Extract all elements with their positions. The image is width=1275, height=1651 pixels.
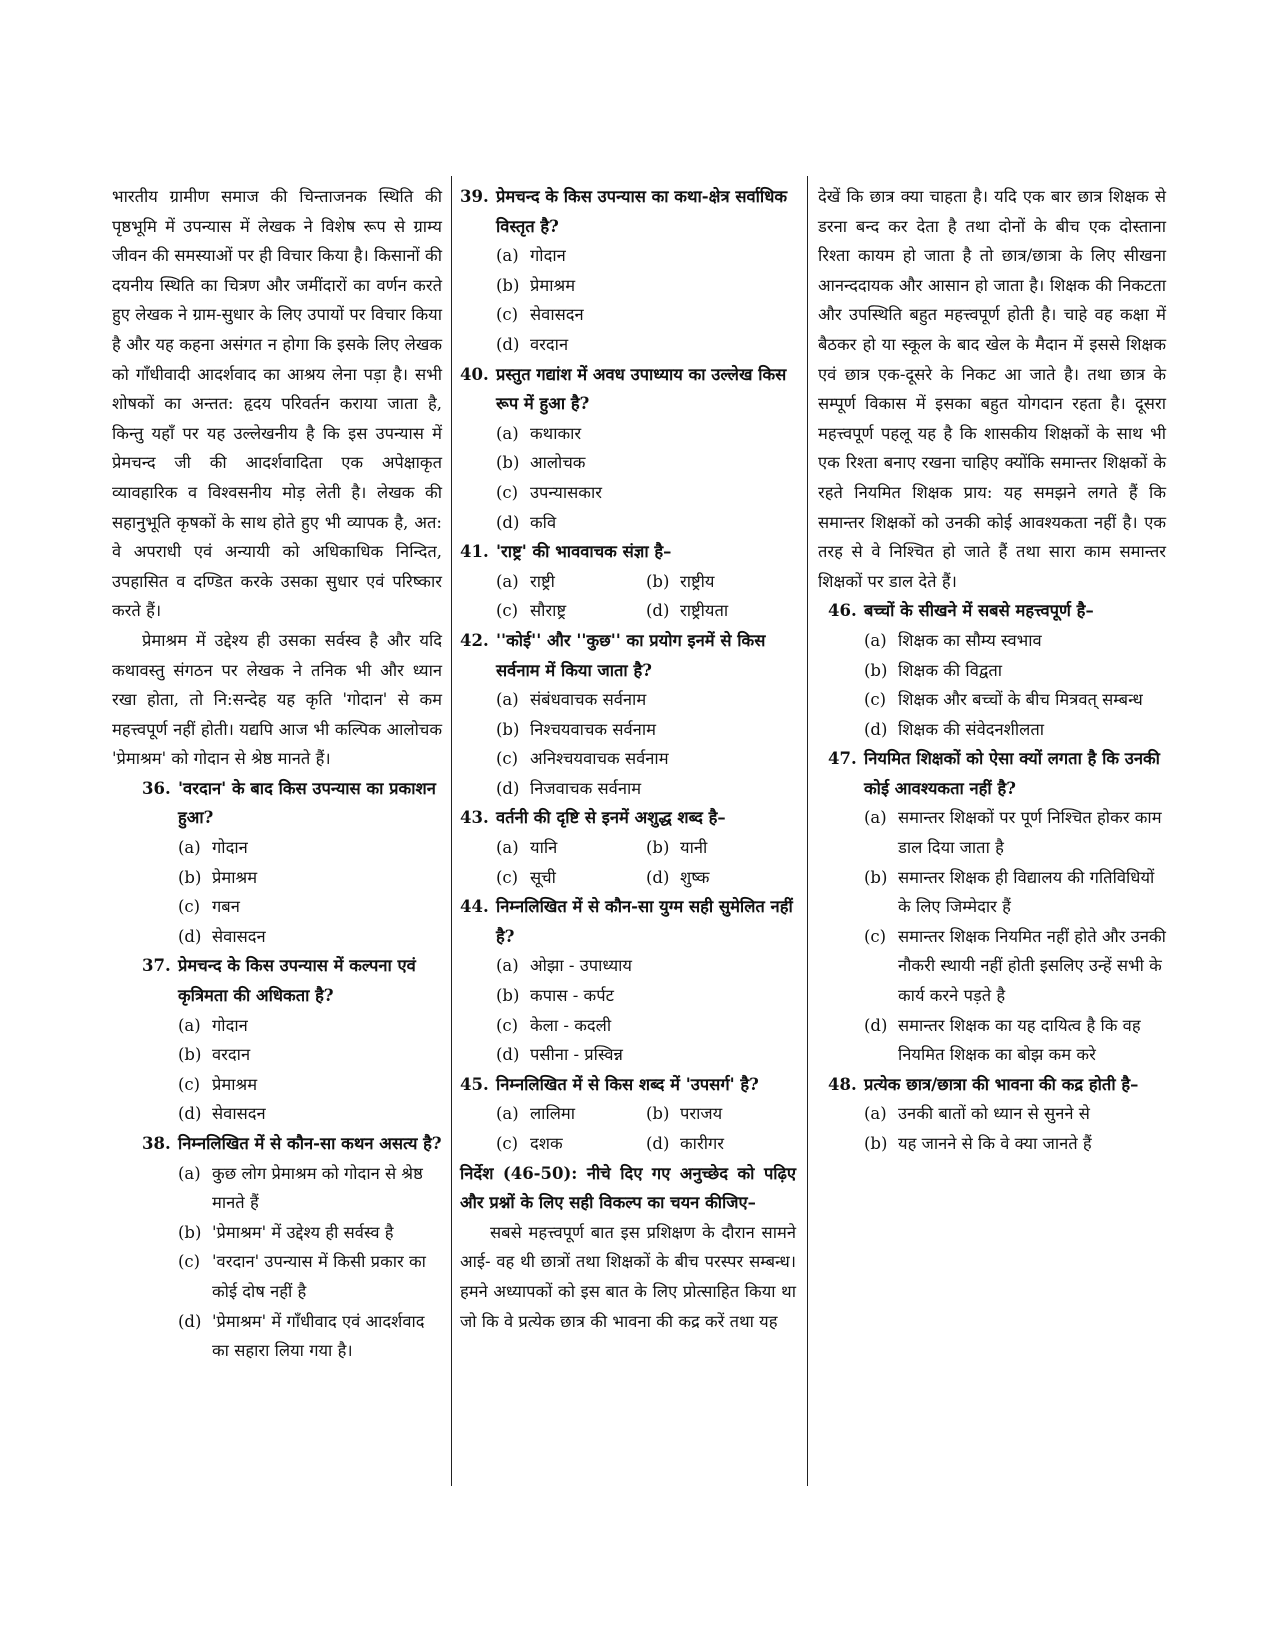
question-text: 'राष्ट्र' की भाववाचक संज्ञा है– — [496, 542, 672, 562]
answer-option — [178, 1307, 442, 1366]
option-text: वरदान — [212, 1045, 251, 1065]
answer-option — [864, 656, 1166, 686]
answer-option — [864, 1099, 1166, 1129]
option-letter: (c) — [496, 305, 519, 325]
question-header — [828, 596, 1166, 626]
answer-option — [646, 1099, 796, 1129]
option-list — [828, 626, 1166, 744]
option-letter: (a) — [864, 808, 887, 828]
option-letter: (d) — [496, 334, 520, 354]
option-letter: (a) — [178, 1015, 201, 1035]
option-text: कपास - कर्पट — [530, 986, 614, 1006]
option-letter: (d) — [178, 926, 202, 946]
option-letter: (b) — [864, 867, 888, 887]
answer-option — [864, 1129, 1166, 1159]
answer-option — [496, 833, 646, 863]
option-list — [828, 1099, 1166, 1158]
option-text: लालिमा — [530, 1104, 576, 1124]
answer-option — [496, 1040, 796, 1070]
question-text: निम्नलिखित में से कौन-सा कथन असत्य है? — [178, 1134, 442, 1153]
answer-option — [496, 508, 796, 538]
question-number: 44. — [460, 897, 489, 917]
option-text: सौराष्ट्र — [530, 601, 567, 621]
option-text: केला - कदली — [530, 1015, 612, 1035]
option-text: प्रेमाश्रम — [212, 867, 258, 887]
option-text: कुछ लोग प्रेमाश्रम को गोदान से श्रेष्ठ मानते हैं — [212, 1163, 423, 1213]
option-list — [460, 419, 796, 537]
question — [112, 774, 442, 952]
answer-option — [864, 1011, 1166, 1070]
option-text: अनिश्चयवाचक सर्वनाम — [530, 749, 669, 769]
question-number: 38. — [142, 1134, 171, 1153]
answer-option — [646, 863, 796, 893]
answer-option — [496, 330, 796, 360]
option-letter: (d) — [864, 719, 888, 739]
question — [112, 1129, 442, 1366]
option-text: गोदान — [212, 838, 248, 858]
option-text: प्रेमाश्रम — [212, 1074, 258, 1094]
question-text: वर्तनी की दृष्टि से इनमें अशुद्ध शब्द है– — [496, 808, 726, 828]
option-list — [460, 833, 796, 892]
option-letter: (c) — [864, 690, 887, 710]
answer-option — [646, 567, 796, 597]
answer-option — [496, 419, 796, 449]
question — [460, 803, 796, 892]
comprehension-passage-continued: देखें कि छात्र क्या चाहता है। यदि एक बार छात्र शिक्षक से डरना बन्द कर देता है तथा दोनों के बीच एक दोस्ताना रिश्ता कायम हो जाता है तो छात्र/छात्रा के लिए सीखना आनन्ददायक और आसान हो जाता है। शिक्षक की निकटता और उपस्थिति बहुत महत्त्वपूर्ण होती है। चाहे वह कक्षा में बैठकर हो या स्कूल के बाद खेल के मैदान में इससे शिक्षक एवं छात्र एक-दूसरे के निकट आ जाते है। तथा छात्र के सम्पूर्ण विकास में इसका बहुत योगदान रहता है। दूसरा महत्त्वपूर्ण पहलू यह है कि शासकीय शिक्षकों के साथ भी एक रिश्ता बनाए रखना चाहिए क्योंकि समान्तर शिक्षकों के रहते नियमित शिक्षक प्राय: यह समझने लगते हैं कि समान्तर शिक्षकों को उनकी कोई आवश्यकता नहीं है। एक तरह से वे निश्चित हो जाते हैं तथा सारा काम समान्तर शिक्षकों पर डाल देते हैं। — [818, 187, 1166, 591]
option-list — [142, 1159, 442, 1366]
question-header — [460, 1070, 796, 1100]
question — [460, 537, 796, 626]
answer-option — [646, 1129, 796, 1159]
question-number: 46. — [828, 601, 857, 621]
option-letter: (a) — [496, 838, 519, 858]
answer-option — [864, 626, 1166, 656]
option-letter: (b) — [496, 275, 520, 295]
option-text: सेवासदन — [530, 305, 584, 325]
question-text: निम्नलिखित में से किस शब्द में 'उपसर्ग' है? — [496, 1074, 759, 1094]
answer-option — [864, 803, 1166, 862]
answer-option — [178, 1099, 442, 1129]
question-number: 40. — [460, 364, 489, 384]
question-list — [112, 774, 442, 1366]
option-text: वरदान — [530, 334, 569, 354]
option-text: शिक्षक और बच्चों के बीच मित्रवत् सम्बन्ध — [898, 690, 1143, 710]
answer-option — [178, 1218, 442, 1248]
answer-option — [178, 922, 442, 952]
option-text: शिक्षक की संवेदनशीलता — [898, 719, 1045, 739]
option-list — [460, 951, 796, 1069]
question-header — [142, 951, 442, 1010]
option-letter: (d) — [496, 512, 520, 532]
option-text: कथाकार — [530, 423, 582, 443]
column-divider-1 — [451, 176, 452, 1486]
option-letter: (b) — [646, 1104, 670, 1124]
option-text: निजवाचक सर्वनाम — [530, 778, 642, 798]
question-number: 37. — [142, 956, 171, 976]
option-letter: (b) — [178, 867, 202, 887]
option-letter: (a) — [496, 1104, 519, 1124]
answer-option — [496, 271, 796, 301]
option-letter: (a) — [496, 956, 519, 976]
answer-option — [646, 833, 796, 863]
question-header — [460, 892, 796, 951]
option-text: ओझा - उपाध्याय — [530, 956, 632, 976]
option-letter: (d) — [646, 601, 670, 621]
answer-option — [496, 300, 796, 330]
option-text: संबंधवाचक सर्वनाम — [530, 690, 647, 710]
option-letter: (b) — [496, 453, 520, 473]
direction-text: निर्देश (46-50): नीचे दिए गए अनुच्छेद को पढ़िए और प्रश्नों के लिए सही विकल्प का चयन कीजिए– — [460, 1163, 796, 1213]
question-text: बच्चों के सीखने में सबसे महत्त्वपूर्ण है– — [864, 601, 1094, 621]
answer-option — [496, 951, 796, 981]
option-text: यानि — [530, 838, 558, 858]
question — [460, 626, 796, 804]
option-text: आलोचक — [530, 453, 586, 473]
answer-option — [178, 892, 442, 922]
passage-paragraph-2: प्रेमाश्रम में उद्देश्य ही उसका सर्वस्व है और यदि कथावस्तु संगठन पर लेखक ने तनिक भी और ध्यान रखा होता, तो नि:सन्देह यह कृति 'गोदान' से कम महत्त्वपूर्ण नहीं होती। यद्यपि आज भी कल्पिक आलोचक 'प्रेमाश्रम' को गोदान से श्रेष्ठ मानते हैं। — [112, 630, 442, 769]
question-text: ''कोई'' और ''कुछ'' का प्रयोग इनमें से किस सर्वनाम में किया जाता है? — [496, 630, 766, 680]
answer-option — [646, 596, 796, 626]
option-text: शिक्षक का सौम्य स्वभाव — [898, 630, 1042, 650]
answer-option — [496, 448, 796, 478]
option-list — [460, 685, 796, 803]
option-text: सेवासदन — [212, 1104, 266, 1124]
question-number: 39. — [460, 187, 489, 206]
question-number: 47. — [828, 749, 857, 769]
question-header — [828, 1070, 1166, 1100]
answer-option — [496, 863, 646, 893]
option-text: गोदान — [212, 1015, 248, 1035]
option-list — [460, 241, 796, 359]
option-text: 'प्रेमाश्रम' में गाँधीवाद एवं आदर्शवाद का सहारा लिया गया है। — [212, 1311, 425, 1361]
answer-option — [496, 981, 796, 1011]
option-letter: (c) — [496, 867, 519, 887]
column-divider-2 — [807, 176, 808, 1486]
answer-option — [178, 833, 442, 863]
answer-option — [864, 715, 1166, 745]
question-number: 48. — [828, 1074, 857, 1094]
answer-option — [864, 685, 1166, 715]
option-text: राष्ट्रीय — [680, 571, 715, 591]
option-letter: (d) — [864, 1015, 888, 1035]
answer-option — [496, 685, 796, 715]
question-number: 41. — [460, 542, 489, 562]
option-letter: (c) — [496, 1015, 519, 1035]
question-number: 36. — [142, 778, 171, 798]
option-letter: (b) — [496, 719, 520, 739]
option-letter: (d) — [646, 867, 670, 887]
question-number: 43. — [460, 808, 489, 828]
option-text: 'प्रेमाश्रम' में उद्देश्य ही सर्वस्व है — [212, 1222, 394, 1242]
column-3 — [818, 182, 1166, 1159]
option-letter: (d) — [178, 1311, 202, 1331]
option-letter: (d) — [178, 1104, 202, 1124]
option-list — [142, 1011, 442, 1129]
question — [818, 744, 1166, 1070]
option-text: शुष्क — [680, 867, 710, 887]
question-text: प्रत्येक छात्र/छात्रा की भावना की कद्र होती है– — [864, 1074, 1139, 1094]
option-text: यह जानने से कि वे क्या जानते हैं — [898, 1134, 1092, 1153]
answer-option — [496, 478, 796, 508]
option-letter: (b) — [646, 571, 670, 591]
option-letter: (a) — [496, 690, 519, 710]
option-list — [460, 567, 796, 626]
option-letter: (c) — [496, 749, 519, 769]
question-text: प्रस्तुत गद्यांश में अवध उपाध्याय का उल्लेख किस रूप में हुआ है? — [496, 364, 787, 414]
option-letter: (b) — [864, 660, 888, 680]
option-text: समान्तर शिक्षक का यह दायित्व है कि वह नियमित शिक्षक का बोझ कम करे — [898, 1015, 1141, 1065]
answer-option — [496, 241, 796, 271]
option-letter: (b) — [864, 1134, 888, 1153]
question — [460, 182, 796, 360]
option-list — [460, 1099, 796, 1158]
option-letter: (c) — [178, 1074, 201, 1094]
answer-option — [496, 596, 646, 626]
column-2 — [460, 182, 796, 1336]
question — [818, 596, 1166, 744]
option-list — [828, 803, 1166, 1069]
option-text: समान्तर शिक्षक ही विद्यालय की गतिविधियों के लिए जिम्मेदार हैं — [898, 867, 1155, 917]
answer-option — [496, 1011, 796, 1041]
option-text: राष्ट्री — [530, 571, 555, 591]
option-text: पसीना - प्रस्विन्न — [530, 1045, 623, 1065]
answer-option — [178, 1011, 442, 1041]
option-letter: (a) — [864, 1104, 887, 1124]
comprehension-passage: सबसे महत्त्वपूर्ण बात इस प्रशिक्षण के दौरान सामने आई- वह थी छात्रों तथा शिक्षकों के बीच परस्पर सम्बन्ध। हमने अध्यापकों को इस बात के लिए प्रोत्साहित किया था जो कि वे प्रत्येक छात्र की भावना की कद्र करें तथा यह — [460, 1222, 796, 1331]
column-1 — [112, 182, 442, 1366]
question-text: निम्नलिखित में से कौन-सा युग्म सही सुमेलित नहीं है? — [496, 897, 793, 946]
question-header — [460, 182, 796, 241]
question-header — [828, 744, 1166, 803]
question-text: प्रेमचन्द के किस उपन्यास में कल्पना एवं कृत्रिमता की अधिकता है? — [178, 956, 416, 1006]
option-letter: (c) — [496, 601, 519, 621]
option-text: कवि — [530, 512, 557, 532]
option-letter: (a) — [496, 571, 519, 591]
answer-option — [496, 744, 796, 774]
question-list — [818, 596, 1166, 1158]
option-letter: (d) — [496, 1045, 520, 1065]
option-list — [142, 833, 442, 951]
question-header — [460, 537, 796, 567]
option-text: उनकी बातों को ध्यान से सुनने से — [898, 1104, 1090, 1124]
option-text: राष्ट्रीयता — [680, 601, 729, 621]
option-letter: (b) — [178, 1045, 202, 1065]
answer-option — [496, 567, 646, 597]
question-header — [460, 803, 796, 833]
option-letter: (b) — [646, 838, 670, 858]
question-header — [460, 626, 796, 685]
option-text: पराजय — [680, 1104, 723, 1124]
option-text: कारीगर — [680, 1134, 725, 1153]
question-header — [142, 1129, 442, 1159]
option-text: सेवासदन — [212, 926, 266, 946]
question — [460, 360, 796, 538]
option-text: उपन्यासकार — [530, 482, 602, 502]
option-text: समान्तर शिक्षक नियमित नहीं होते और उनकी नौकरी स्थायी नहीं होती इसलिए उन्हें सभी के कार्य करने पड़ते है — [898, 926, 1166, 1006]
question-list — [460, 182, 796, 1159]
option-letter: (d) — [496, 778, 520, 798]
answer-option — [496, 1129, 646, 1159]
question-number: 42. — [460, 630, 489, 650]
question-text: प्रेमचन्द के किस उपन्यास का कथा-क्षेत्र सर्वाधिक विस्तृत है? — [496, 187, 788, 236]
option-letter: (c) — [496, 482, 519, 502]
answer-option — [864, 863, 1166, 922]
option-letter: (a) — [178, 838, 201, 858]
option-letter: (b) — [496, 986, 520, 1006]
question — [460, 892, 796, 1070]
option-text: शिक्षक की विद्वता — [898, 660, 1003, 680]
question-number: 45. — [460, 1074, 489, 1094]
question-text: नियमित शिक्षकों को ऐसा क्यों लगता है कि उनकी कोई आवश्यकता नहीं है? — [864, 749, 1160, 798]
passage-paragraph-1: भारतीय ग्रामीण समाज की चिन्ताजनक स्थिति की पृष्ठभूमि में उपन्यास में लेखक ने विशेष रूप से ग्राम्य जीवन की समस्याओं पर ही विचार किया है। किसानों की दयनीय स्थिति का चित्रण और जमींदारों का वर्णन करते हुए लेखक ने ग्राम-सुधार के लिए उपायों पर विचार किया है और यह कहना असंगत न होगा कि इसके लिए लेखक को गाँधीवादी आदर्शवाद का आश्रय लेना पड़ा है। सभी शोषकों का अन्तत: हृदय परिवर्तन कराया जाता है, किन्तु यहाँ पर यह उल्लेखनीय है कि इस उपन्यास में प्रेमचन्द जी की आदर्शवादिता एक अपेक्षाकृत व्यावहारिक व विश्वसनीय मोड़ लेती है। लेखक की सहानुभूति कृषकों के साथ होते हुए भी व्यापक है, अत: वे अपराधी एवं अन्यायी को अधिकाधिक निन्दित, उपहासित व दण्डित करके उसका सुधार एवं परिष्कार करते हैं। — [112, 187, 442, 621]
option-text: दशक — [530, 1134, 563, 1153]
option-letter: (a) — [496, 246, 519, 266]
answer-option — [178, 1070, 442, 1100]
answer-option — [864, 922, 1166, 1011]
option-letter: (a) — [178, 1163, 201, 1183]
option-text: 'वरदान' उपन्यास में किसी प्रकार का कोई दोष नहीं है — [212, 1252, 426, 1301]
option-letter: (c) — [178, 1252, 201, 1272]
question-text: 'वरदान' के बाद किस उपन्यास का प्रकाशन हुआ? — [178, 778, 436, 828]
option-text: निश्चयवाचक सर्वनाम — [530, 719, 656, 739]
option-letter: (c) — [864, 926, 887, 946]
question — [460, 1070, 796, 1159]
option-text: गोदान — [530, 246, 566, 266]
answer-option — [496, 715, 796, 745]
option-letter: (c) — [178, 897, 201, 917]
option-letter: (c) — [496, 1134, 519, 1153]
answer-option — [496, 1099, 646, 1129]
question — [818, 1070, 1166, 1159]
answer-option — [496, 774, 796, 804]
option-letter: (a) — [864, 630, 887, 650]
question-header — [460, 360, 796, 419]
answer-option — [178, 1247, 442, 1306]
option-text: समान्तर शिक्षकों पर पूर्ण निश्चित होकर काम डाल दिया जाता है — [898, 808, 1162, 858]
answer-option — [178, 863, 442, 893]
option-letter: (b) — [178, 1222, 202, 1242]
question-header — [142, 774, 442, 833]
answer-option — [178, 1040, 442, 1070]
option-text: सूची — [530, 867, 556, 887]
answer-option — [178, 1159, 442, 1218]
question — [112, 951, 442, 1129]
option-text: यानी — [680, 838, 708, 858]
option-text: प्रेमाश्रम — [530, 275, 576, 295]
option-text: गबन — [212, 897, 240, 917]
option-letter: (d) — [646, 1134, 670, 1153]
option-letter: (a) — [496, 423, 519, 443]
